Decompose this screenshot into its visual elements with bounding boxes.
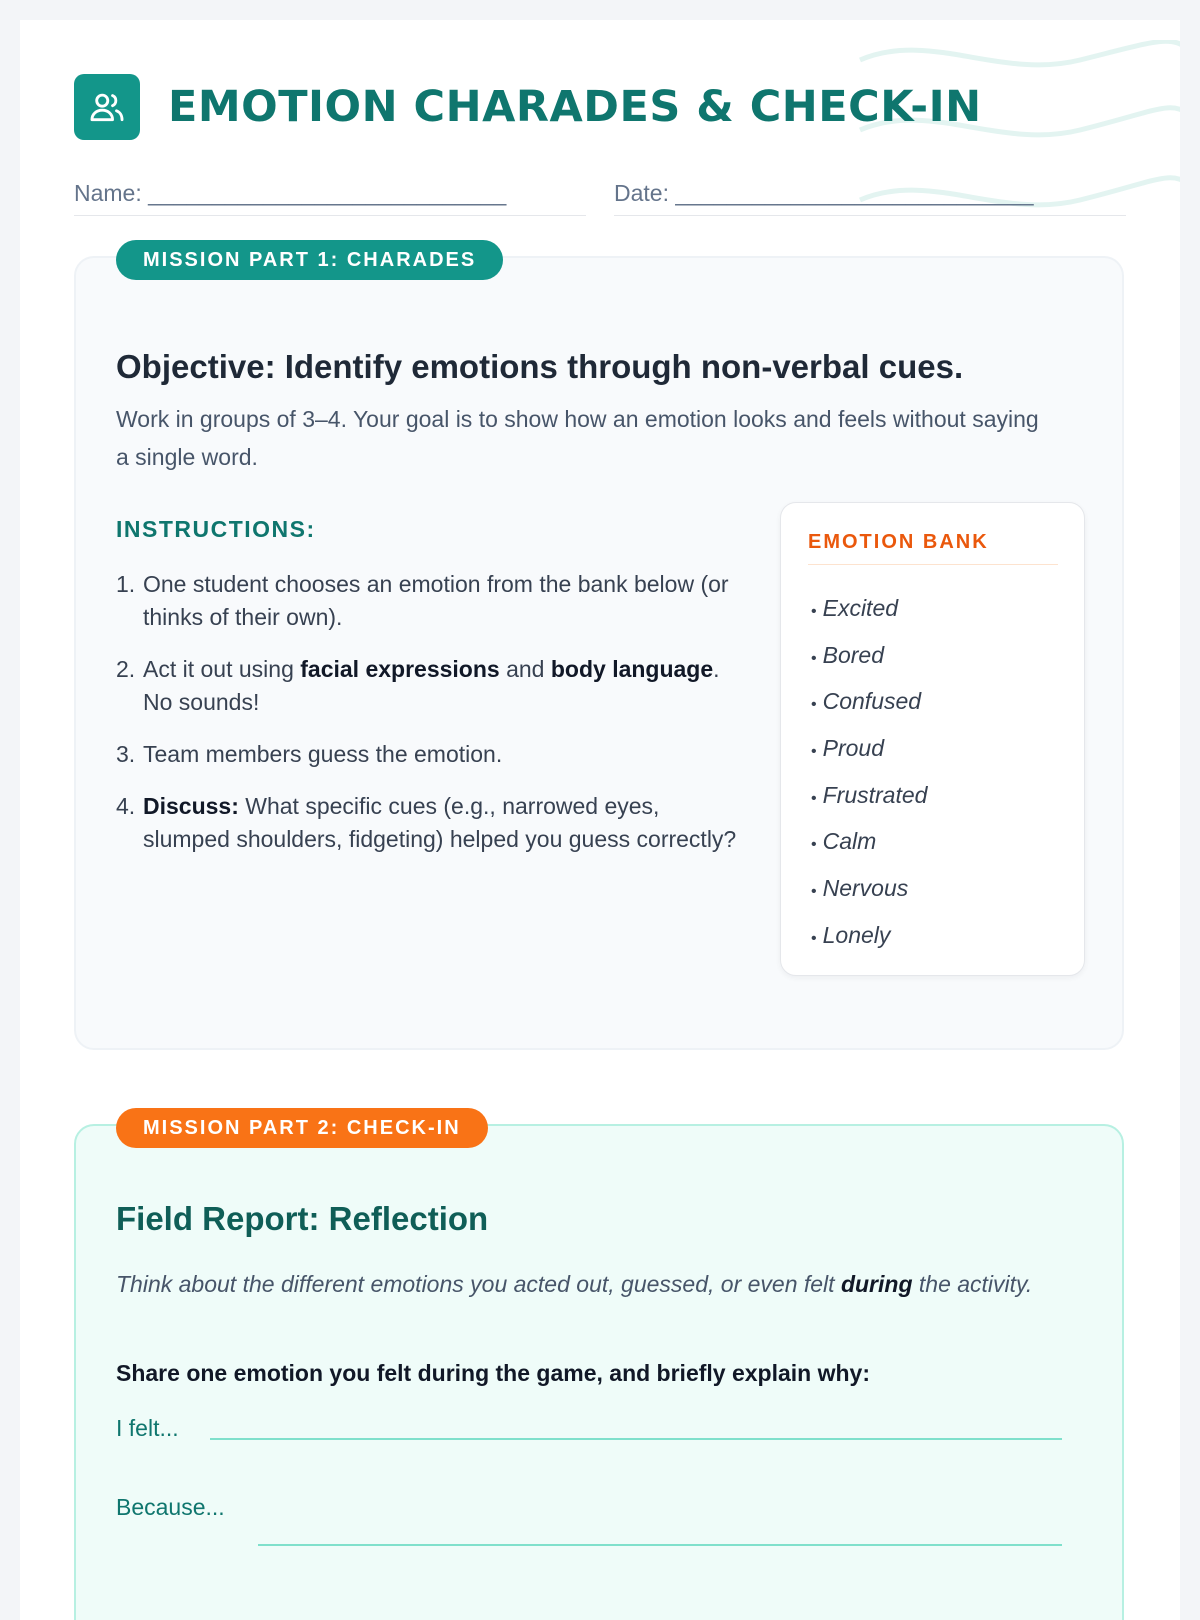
objective-heading: Objective: Identify emotions through non-verbal cues. — [116, 348, 964, 385]
instruction-list — [116, 568, 748, 875]
emotion-label: Calm — [822, 828, 877, 855]
emotion-item — [811, 678, 927, 725]
step-number: 4. — [116, 793, 136, 819]
step-text: Team members guess the emotion. — [143, 741, 503, 767]
instruction-step — [116, 790, 748, 856]
name-label: Name: — [74, 180, 142, 206]
step-emphasis: facial expressions — [300, 656, 500, 682]
bullet-icon: • — [811, 649, 817, 667]
worksheet-page — [20, 20, 1180, 1620]
instruction-step — [116, 568, 748, 634]
emotion-item — [811, 865, 927, 912]
instruction-step — [116, 738, 748, 771]
bullet-icon: • — [811, 929, 817, 947]
emotion-label: Frustrated — [822, 781, 928, 808]
worksheet-header — [74, 74, 982, 140]
emotion-item — [811, 585, 927, 632]
emotion-item — [811, 632, 927, 679]
emotion-label: Excited — [822, 595, 899, 621]
lead-text: the activity. — [912, 1271, 1033, 1297]
bullet-icon: • — [811, 743, 817, 761]
emotion-list — [811, 585, 927, 959]
emotion-bank — [780, 502, 1085, 976]
bullet-icon: • — [811, 789, 817, 807]
emotion-item — [811, 725, 927, 772]
emotion-bank-title: EMOTION BANK — [808, 531, 1058, 565]
reflection-prompt: Share one emotion you felt during the game, and briefly explain why: — [116, 1360, 871, 1386]
bullet-icon: • — [811, 603, 817, 620]
step-text: and — [499, 656, 551, 682]
felt-answer-line[interactable] — [210, 1438, 1062, 1440]
step-text: What specific cues (e.g., narrowed eyes, slumped shoulders, fidgeting) helped you guess correctly? — [143, 793, 737, 852]
emotion-label: Proud — [822, 735, 884, 762]
bullet-icon: • — [811, 696, 817, 714]
worksheet-title: EMOTION CHARADES & CHECK-IN — [168, 82, 982, 132]
name-field[interactable] — [74, 180, 586, 216]
field-report-heading: Field Report: Reflection — [116, 1200, 489, 1237]
users-icon — [74, 74, 140, 140]
lead-text: Think about the different emotions you acted out, guessed, or even felt — [116, 1271, 841, 1297]
step-number: 2. — [116, 656, 136, 682]
because-answer-line[interactable] — [258, 1544, 1062, 1546]
emotion-label: Nervous — [822, 875, 909, 902]
student-info-row — [74, 180, 1126, 216]
step-text: Act it out using — [143, 656, 301, 682]
bullet-icon: • — [811, 836, 817, 854]
step-number: 3. — [116, 741, 136, 767]
emotion-label: Lonely — [822, 921, 891, 948]
step-text: One student chooses an emotion from the bank below (or thinks of their own). — [143, 571, 729, 630]
emotion-item — [811, 772, 927, 819]
instruction-step — [116, 653, 748, 719]
name-line: ____________________________ — [148, 180, 507, 206]
bullet-icon: • — [811, 883, 817, 901]
date-line: ____________________________ — [675, 180, 1034, 206]
instructions-heading: INSTRUCTIONS: — [116, 516, 316, 542]
part1-badge: MISSION PART 1: CHARADES — [116, 240, 503, 280]
emotion-item — [811, 818, 927, 865]
emotion-item — [811, 912, 927, 959]
emotion-label: Confused — [822, 688, 922, 715]
felt-label: I felt... — [116, 1415, 179, 1441]
emotion-label: Bored — [822, 641, 884, 668]
because-label: Because... — [116, 1494, 225, 1520]
lead-emphasis: during — [840, 1271, 913, 1297]
part2-badge: MISSION PART 2: CHECK-IN — [116, 1108, 488, 1148]
step-number: 1. — [116, 571, 136, 597]
step-emphasis: body language — [550, 656, 714, 682]
step-text: . No sounds! — [143, 656, 720, 715]
step-emphasis: Discuss: — [143, 793, 239, 819]
intro-text: Work in groups of 3–4. Your goal is to show how an emotion looks and feels without saying a single word. — [116, 406, 1039, 470]
reflection-lead — [116, 1268, 1056, 1301]
date-label: Date: — [614, 180, 669, 206]
date-field[interactable] — [614, 180, 1126, 216]
